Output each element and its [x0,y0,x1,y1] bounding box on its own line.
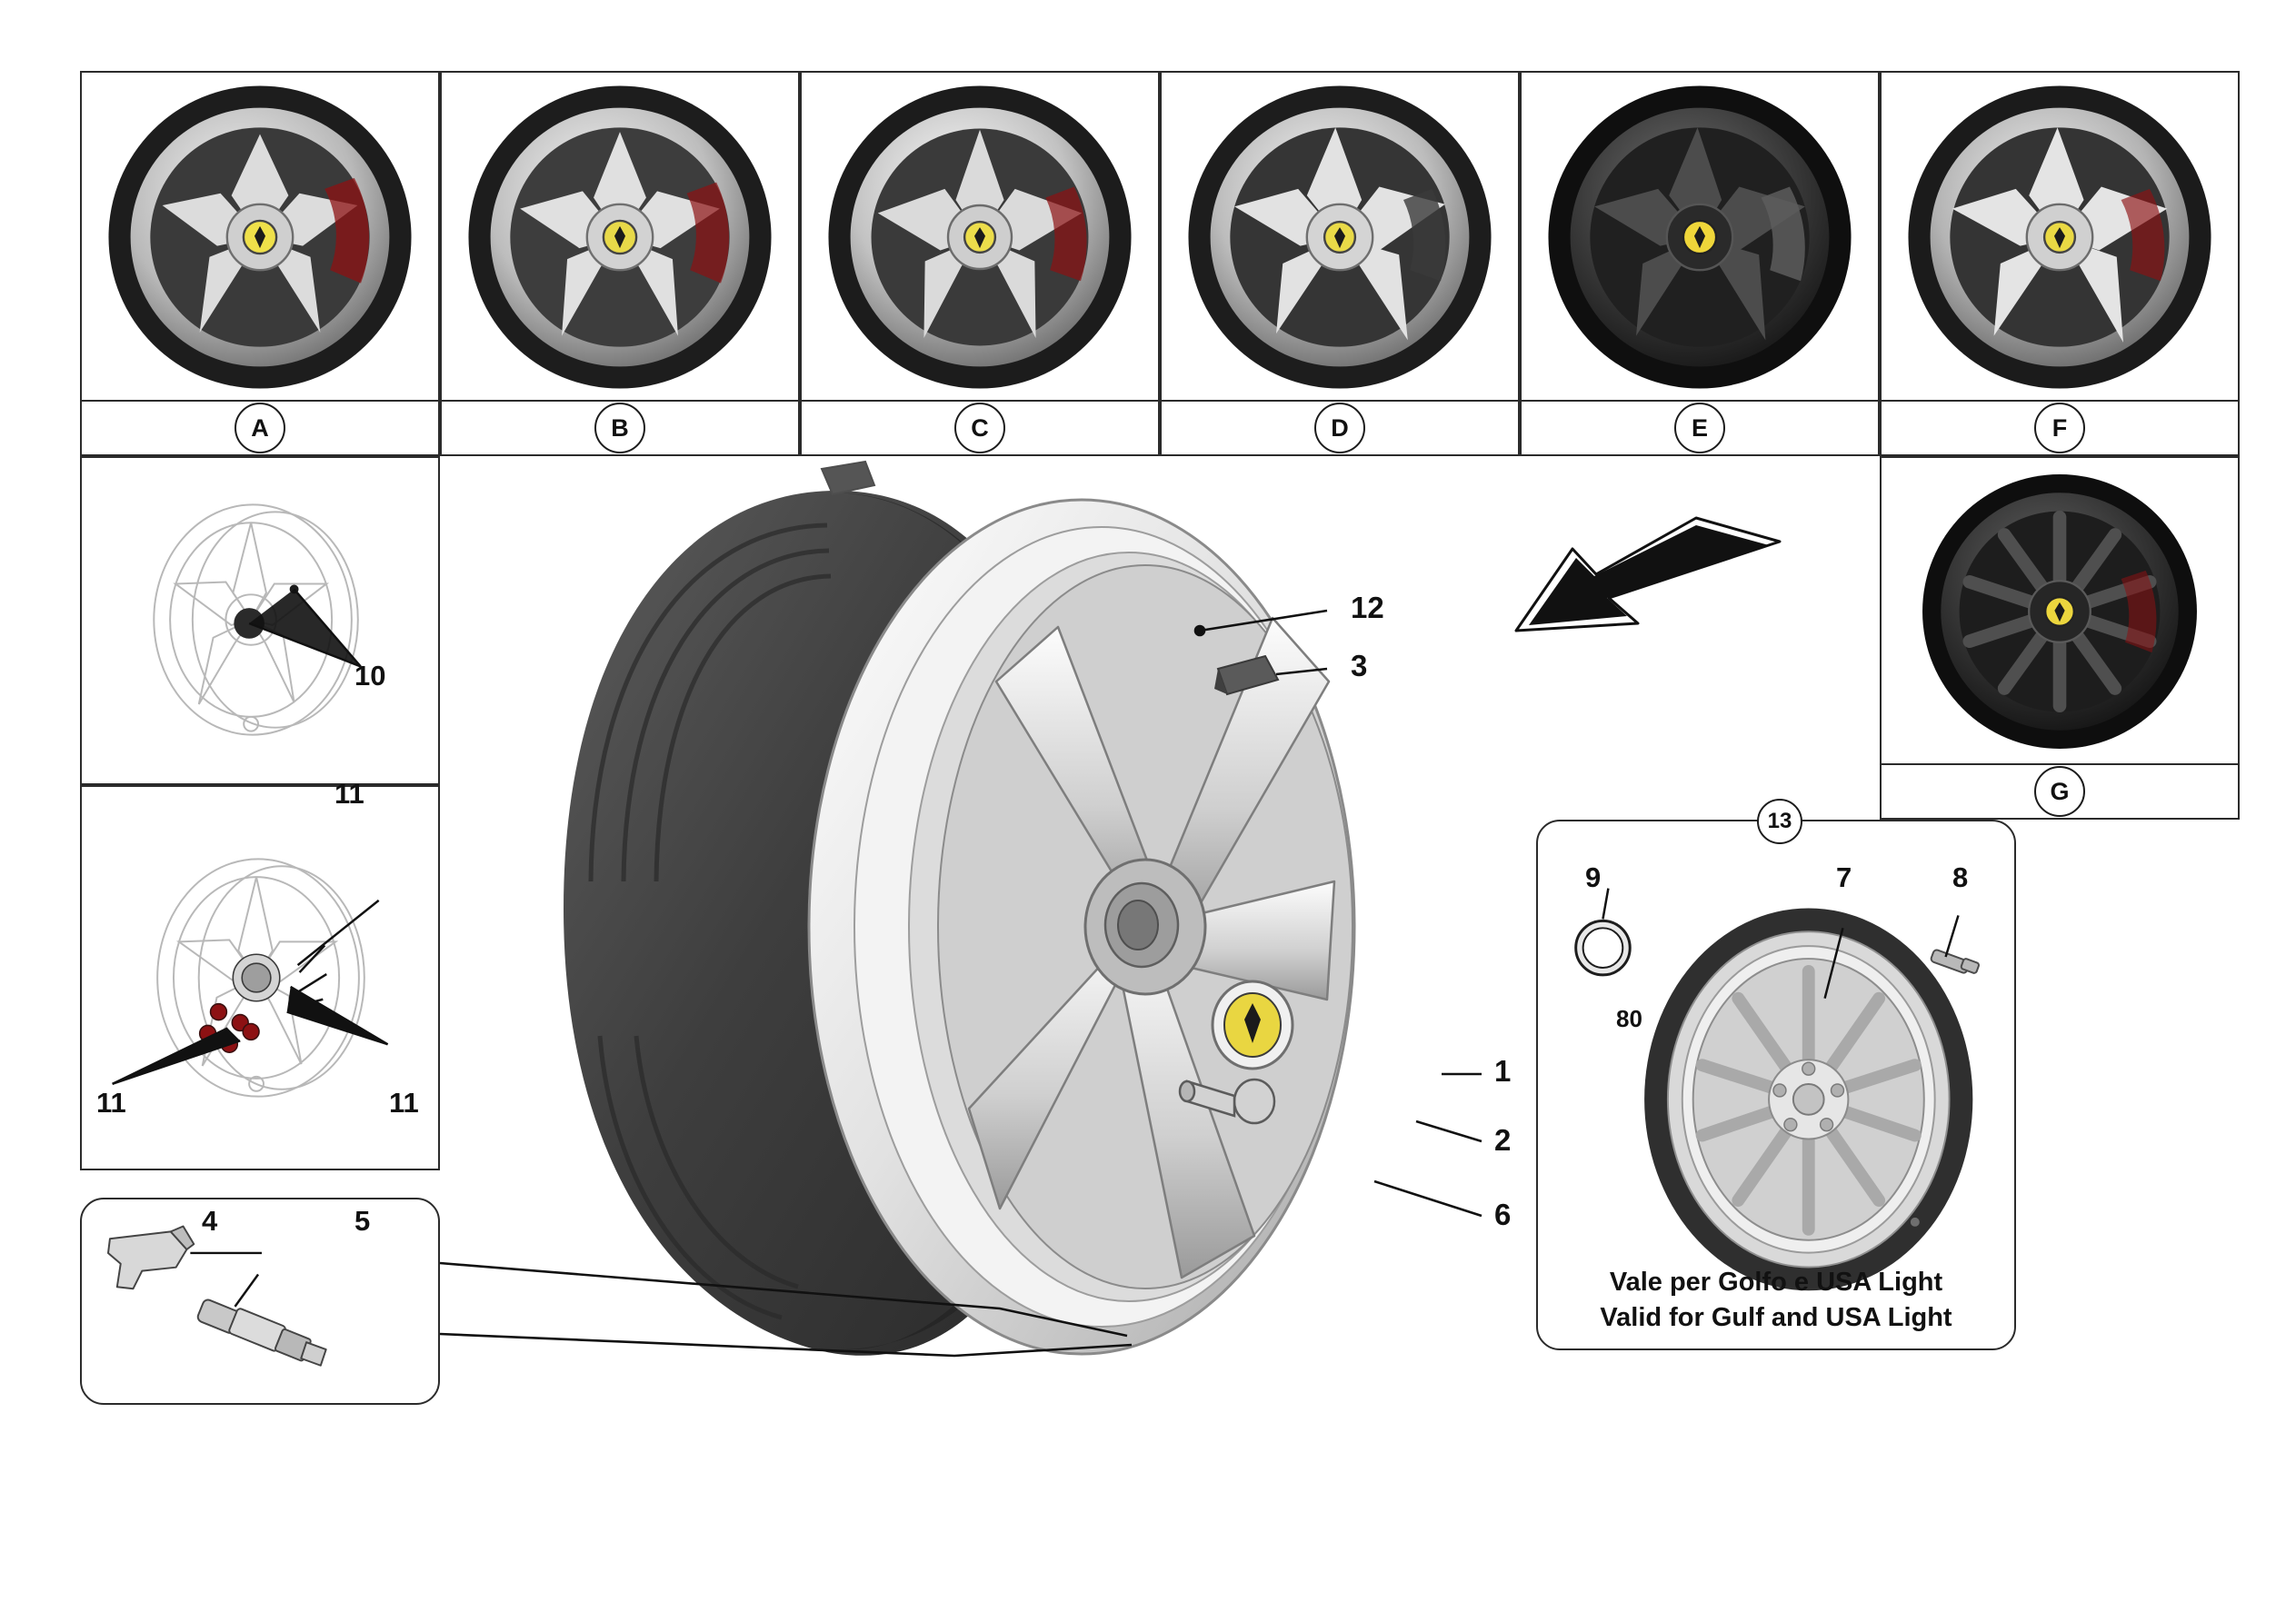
wheel-variant-a-panel[interactable] [80,71,440,456]
wheel-variant-d-caption [1162,400,1518,454]
panel-item-13 [1536,809,2016,1350]
callout-1-label: 1 [1494,1054,1512,1088]
five-spoke-wheel-icon [802,73,1158,402]
wheel-variant-e-image [1522,73,1878,402]
five-spoke-wheel-icon [442,73,798,402]
callout-2-label: 2 [1494,1123,1512,1157]
five-spoke-dark-wheel-icon [1522,73,1878,402]
wheel-outline-10-drawing [82,458,438,783]
wheel-variant-g-image [1882,458,2238,765]
direction-arrow-icon [1509,511,1782,656]
wheel-variant-d-panel[interactable] [1160,71,1520,456]
variant-badge-a: A [235,403,285,453]
panel-item-11 [80,778,440,1170]
panel-13-note [1538,1265,2014,1336]
wheel-variant-c-image [802,73,1158,402]
wheel-outline-11-drawing [82,787,438,1169]
callout-8-label: 8 [1952,861,1969,893]
wheel-variant-f-image [1882,73,2238,402]
panel-13-note-en: Valid for Gulf and USA Light [1600,1302,1952,1332]
main-wheel-assembly-drawing [454,454,1454,1418]
variant-badge-f: F [2034,403,2085,453]
wheel-variant-d-image [1162,73,1518,402]
callout-3-label: 3 [1351,649,1368,682]
valve-stem-icon [1200,636,1309,718]
wheel-variant-b-panel[interactable] [440,71,800,456]
panel-13-badge: 13 [1757,799,1802,844]
variant-badge-c: C [954,403,1005,453]
variant-badge-e: E [1674,403,1725,453]
variant-badge-b: B [594,403,645,453]
panel-items-4-5 [80,1198,440,1405]
callout-7-label: 7 [1836,861,1852,893]
callout-12-label: 12 [1351,591,1384,624]
five-spoke-wheel-icon [1162,73,1518,402]
callout-11-left-label: 11 [96,1087,126,1119]
five-spoke-wheel-icon [82,73,438,402]
callout-11-right-label: 11 [389,1087,419,1119]
wheel-variant-c-caption [802,400,1158,454]
wheel-variant-a-caption [82,400,438,454]
callout-5-label: 5 [354,1205,371,1237]
wheel-variant-e-panel[interactable] [1520,71,1880,456]
callout-4-label: 4 [202,1205,218,1237]
variant-badge-d: D [1314,403,1365,453]
wheel-variant-f-panel[interactable] [1880,71,2240,456]
wheel-variant-g-panel[interactable] [1880,456,2240,820]
wheel-variant-b-caption [442,400,798,454]
speed-rating-badge: 80 [1616,1005,1642,1032]
multi-spoke-dark-wheel-icon [1882,458,2238,765]
wheel-variant-e-caption [1522,400,1878,454]
panel-13-note-it: Vale per Golfo e USA Light [1609,1267,1943,1297]
wheel-variant-b-image [442,73,798,402]
callout-9-label: 9 [1585,861,1602,893]
variant-badge-g: G [2034,766,2085,817]
wheel-variant-f-caption [1882,400,2238,454]
panel-item-10 [80,456,440,785]
tpms-sensor-drawing [82,1199,438,1403]
wheel-variant-c-panel[interactable] [800,71,1160,456]
wheel-variant-g-caption [1882,763,2238,818]
five-spoke-wheel-icon [1882,73,2238,402]
callout-11-top-label: 11 [334,778,364,810]
callout-10-label: 10 [354,660,386,692]
wheel-variant-a-image [82,73,438,402]
callout-6-label: 6 [1494,1198,1512,1231]
